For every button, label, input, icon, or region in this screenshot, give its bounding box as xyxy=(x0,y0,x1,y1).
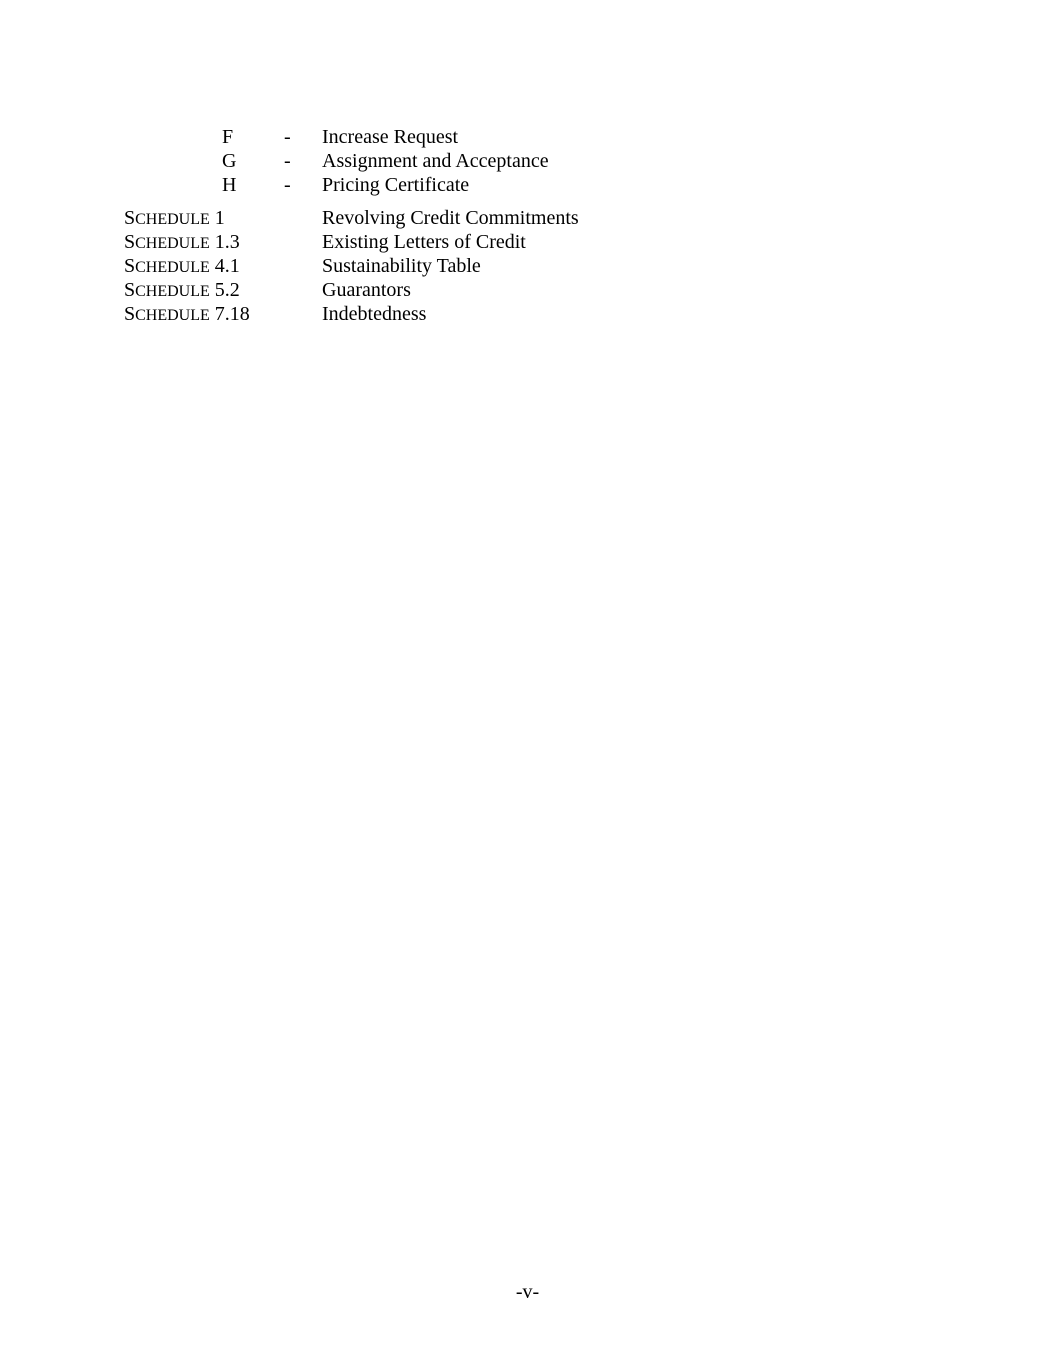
exhibit-letter: H xyxy=(222,174,237,196)
schedule-number: 4.1 xyxy=(214,255,240,277)
exhibit-letter: F xyxy=(222,126,234,148)
schedule-title: Sustainability Table xyxy=(322,255,481,277)
exhibit-letter: G xyxy=(222,150,237,172)
exhibit-title: Increase Request xyxy=(322,126,459,148)
schedule-number: 5.2 xyxy=(214,279,240,301)
schedule-title: Revolving Credit Commitments xyxy=(322,207,579,229)
schedule-title: Indebtedness xyxy=(322,303,427,325)
schedule-title: Guarantors xyxy=(322,279,411,301)
exhibit-dash: - xyxy=(284,126,291,148)
exhibit-dash: - xyxy=(284,174,291,196)
schedule-label: SCHEDULE 4.1 xyxy=(124,255,240,277)
page-number: -v- xyxy=(515,1281,540,1303)
schedule-label: SCHEDULE 5.2 xyxy=(124,279,240,301)
schedule-label: SCHEDULE 7.18 xyxy=(124,303,250,325)
schedule-label: SCHEDULE 1 xyxy=(124,207,225,229)
exhibit-dash: - xyxy=(284,150,291,172)
schedule-number: 7.18 xyxy=(214,303,250,325)
schedule-number: 1 xyxy=(214,207,225,229)
exhibit-title: Pricing Certificate xyxy=(322,174,470,196)
schedule-title: Existing Letters of Credit xyxy=(322,231,526,253)
schedule-number: 1.3 xyxy=(214,231,240,253)
exhibit-title: Assignment and Acceptance xyxy=(322,150,549,172)
schedule-label: SCHEDULE 1.3 xyxy=(124,231,240,253)
